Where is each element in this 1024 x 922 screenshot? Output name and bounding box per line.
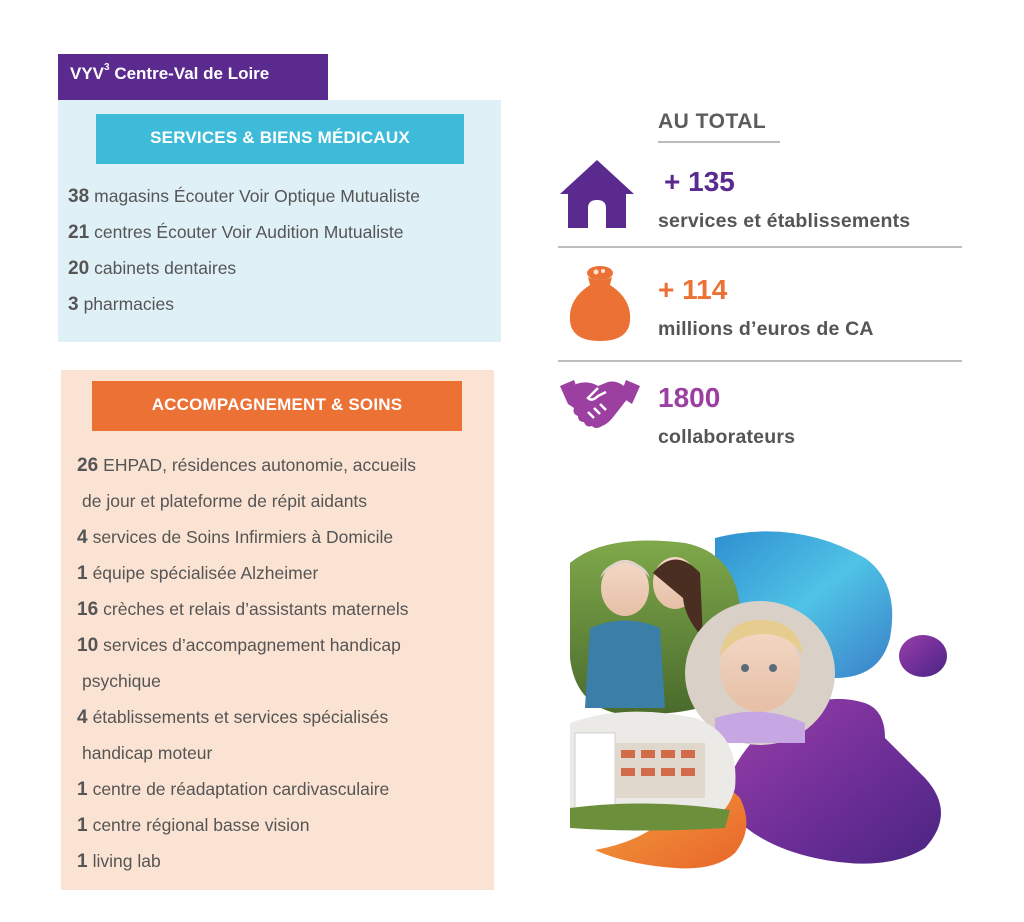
list-item bbox=[77, 483, 416, 519]
list-item bbox=[68, 250, 420, 286]
item-number: 1 bbox=[77, 815, 88, 836]
total-underline bbox=[658, 141, 780, 143]
region-tag-suffix: Centre-Val de Loire bbox=[109, 64, 270, 83]
item-text: centre de réadaptation cardivasculaire bbox=[92, 779, 390, 799]
item-text: pharmacies bbox=[83, 294, 175, 314]
item-number: 38 bbox=[68, 186, 90, 207]
stat-revenue-label: millions d’euros de CA bbox=[658, 318, 874, 340]
item-number: 20 bbox=[68, 258, 90, 279]
region-tag-sup: 3 bbox=[104, 62, 110, 73]
item-text: établissements et services spécialisés bbox=[92, 707, 389, 727]
divider bbox=[558, 360, 962, 362]
item-number: 10 bbox=[77, 635, 99, 656]
list-item bbox=[77, 447, 416, 483]
list-item bbox=[77, 843, 416, 879]
item-number: 4 bbox=[77, 527, 88, 548]
item-number: 1 bbox=[77, 779, 88, 800]
item-number: 21 bbox=[68, 222, 90, 243]
item-text: équipe spécialisée Alzheimer bbox=[92, 563, 319, 583]
handshake-icon bbox=[558, 376, 642, 434]
purple-dot bbox=[899, 635, 947, 677]
stat-revenue-value: + 114 bbox=[658, 274, 728, 305]
list-item bbox=[77, 555, 416, 591]
region-tag bbox=[58, 54, 328, 100]
list-item bbox=[68, 178, 420, 214]
list-item bbox=[68, 214, 420, 250]
care-list bbox=[77, 447, 416, 879]
services-list bbox=[68, 178, 420, 322]
house-icon bbox=[558, 158, 636, 230]
item-text: living lab bbox=[92, 851, 161, 871]
stat-staff-value: 1800 bbox=[658, 382, 721, 413]
list-item bbox=[77, 663, 416, 699]
list-item bbox=[68, 286, 420, 322]
care-banner: ACCOMPAGNEMENT & SOINS bbox=[92, 381, 462, 431]
item-text: services d’accompagnement handicap bbox=[103, 635, 401, 655]
item-text: handicap moteur bbox=[82, 743, 213, 763]
list-item bbox=[77, 771, 416, 807]
total-title: AU TOTAL bbox=[658, 110, 767, 133]
divider bbox=[558, 246, 962, 248]
list-item bbox=[77, 591, 416, 627]
money-bag-icon bbox=[566, 263, 634, 343]
item-text: EHPAD, résidences autonomie, accueils bbox=[103, 455, 417, 475]
item-text: cabinets dentaires bbox=[94, 258, 237, 278]
item-text: centre régional basse vision bbox=[92, 815, 310, 835]
photo-collage bbox=[565, 528, 960, 873]
list-item bbox=[77, 627, 416, 663]
item-text: psychique bbox=[82, 671, 161, 691]
item-text: crèches et relais d’assistants maternels bbox=[103, 599, 409, 619]
list-item bbox=[77, 807, 416, 843]
item-number: 1 bbox=[77, 563, 88, 584]
stat-services-label: services et établissements bbox=[658, 210, 911, 232]
list-item bbox=[77, 519, 416, 555]
region-tag-prefix: VYV bbox=[70, 64, 105, 83]
list-item bbox=[77, 699, 416, 735]
services-banner: SERVICES & BIENS MÉDICAUX bbox=[96, 114, 464, 164]
item-text: services de Soins Infirmiers à Domicile bbox=[92, 527, 394, 547]
list-item bbox=[77, 735, 416, 771]
item-number: 16 bbox=[77, 599, 99, 620]
stat-staff-label: collaborateurs bbox=[658, 426, 796, 448]
item-number: 1 bbox=[77, 851, 88, 872]
item-text: centres Écouter Voir Audition Mutualiste bbox=[94, 222, 404, 242]
item-text: magasins Écouter Voir Optique Mutualiste bbox=[94, 186, 421, 206]
item-number: 26 bbox=[77, 455, 99, 476]
item-number: 4 bbox=[77, 707, 88, 728]
item-number: 3 bbox=[68, 294, 79, 315]
item-text: de jour et plateforme de répit aidants bbox=[82, 491, 368, 511]
stat-services-value: + 135 bbox=[664, 166, 735, 197]
